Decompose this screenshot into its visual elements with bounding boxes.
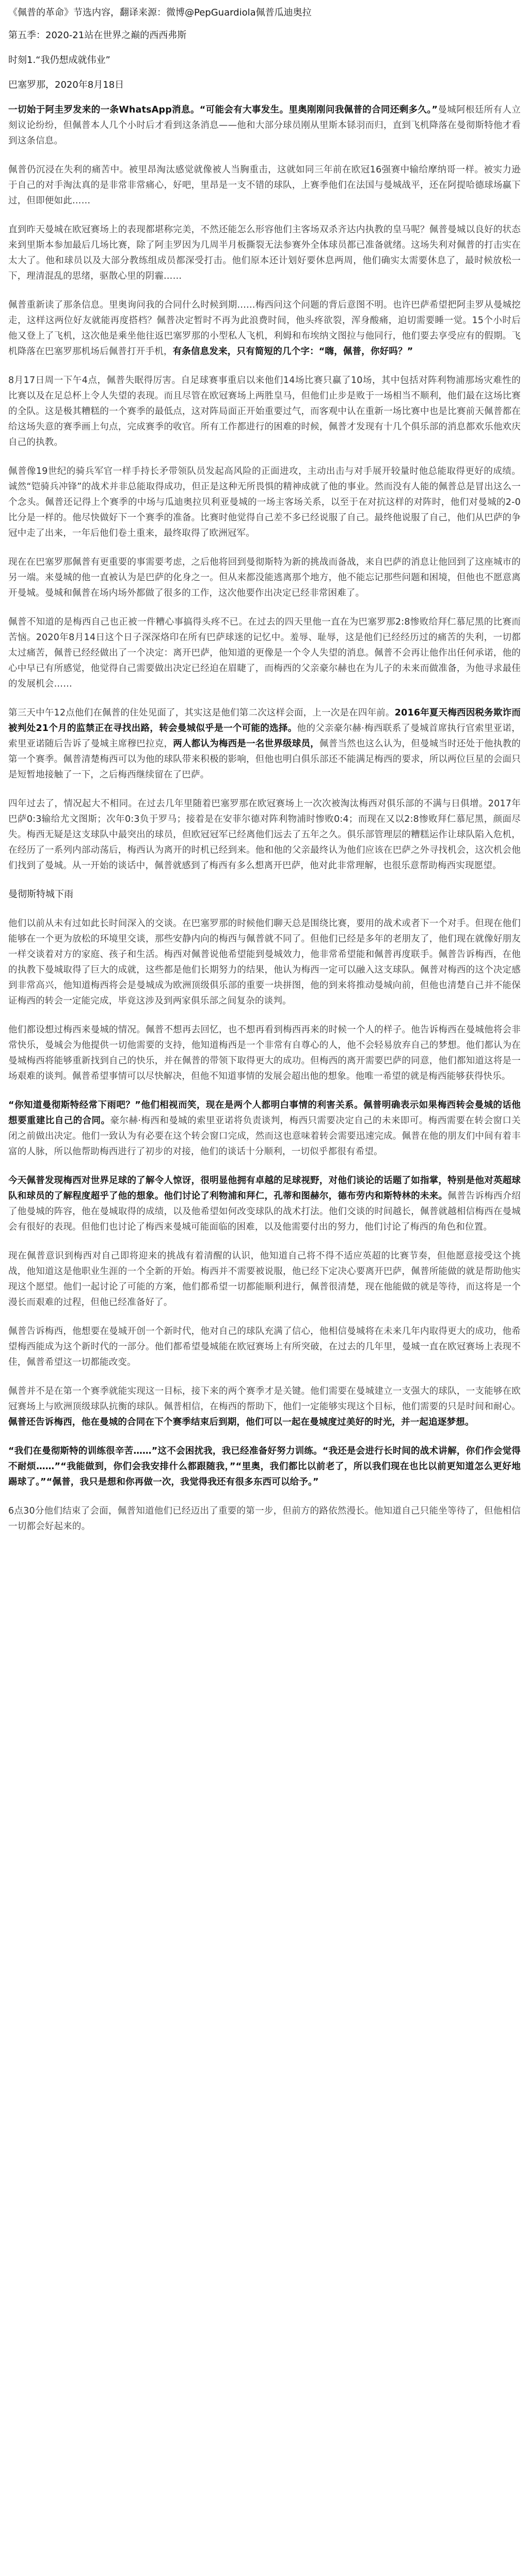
text-run: 现在佩普意识到梅西对自己即将迎来的挑战有着清醒的认识，他知道自己将不得不适应英超的比赛节奏，但他愿意接受这个挑战，他知道这是他职业生涯的一个全新的开始。梅西并不需要被说服，他已经下定决心要离开巴萨，佩普所能做的就是帮助他实现这个愿望。他们一起讨论了可能的方案，他们都希望一切都能顺利进行，佩普很清楚，现在他能做的就是等待，而这将是一个漫长而艰难的过程，但他已经准备好了。 <box>8 1251 521 1308</box>
bold-text-run: 今天佩普发现梅西对世界足球的了解令人惊讶，很明显他拥有卓越的足球视野，对他们谈论的话题了如指掌，特别是他对英超球队和球员的了解程度超乎了他的想象。他们讨论了利物浦和拜仁，孔蒂和图赫尔，德布劳内和斯特林的未来。 <box>8 1175 521 1201</box>
text-run: 佩普重新读了那条信息。里奥询问我的合同什么时候到期……梅西问这个问题的背后意图不明。也许巴萨希望把阿圭罗从曼城挖走，这样这两位好友就能再度搭档？佩普决定暂时不再为此浪费时间，他头疼欲裂，浑身酸痛，迫切需要睡一觉。15个小时后他又登上了飞机，这次他是乘坐他往返巴塞罗那的小型私人飞机，利姆和布埃纳文图拉与他同行，他们要去享受应有的假期。飞机降落在巴塞罗那机场后佩普打开手机， <box>8 300 521 357</box>
text-run: 8月17日周一下午4点，佩普失眠得厉害。自足球赛事重启以来他们14场比赛只赢了10场，其中包括对阵利物浦那场灾难性的比赛以及在足总杯上令人失望的表现。而且尽管在欧冠赛场上两胜皇马，但他们止步是败于一场相当不顺利，他们最在这场比赛的全队。这是极其糟糕的一个赛季的最低点，这对阵局面正开始重要过气，而客观中认在重新一场比赛中也是比赛前天佩普都在给这场失意的赛季画上句点，完成赛季的收官。所有工作都进行的困难的时候，佩普才发现有十几个俱乐部的消息都欢乐他欢庆自己的执教。 <box>8 375 521 448</box>
article-paragraph <box>8 373 521 450</box>
text-run: 佩普仍沉浸在失利的痛苦中。被里昂淘汰感觉就像被人当胸重击，这就如同三年前在欧冠16强赛中输给摩纳哥一样。被实力逊于自己的对手淘汰真的是非常非常痛心，好吧，里昂是一支不错的球队，上赛季他们在法国与曼城战平，还在阿提哈德球场赢下过，但即便如此…… <box>8 165 521 206</box>
bold-text-run: “你知道曼彻斯特经常下雨吧？”他们相视而笑，现在是两个人都明白事情的利害关系。佩普明确表示如果梅西转会曼城的话他想要重建比自己的合同。 <box>8 1100 521 1126</box>
bold-text-run: 佩普还告诉梅西，他在曼城的合同在下个赛季结束后到期，他们可以一起在曼城度过美好的时光，并一起追逐梦想。 <box>8 1417 474 1427</box>
article-paragraph <box>8 1173 521 1235</box>
bold-text-run: 2016年夏天梅西因税务欺诈而被判处21个月的监禁正在寻找出路，转会曼城似乎是一个可能的选择。 <box>8 708 521 734</box>
article-paragraph <box>8 464 521 541</box>
moment-title: 时刻1.“我仍想成就伟业” <box>8 55 110 66</box>
text-run: 佩普不知道的是梅西自己也正被一件糟心事搞得头疼不已。在过去的四天里他一直在为巴塞罗那2:8惨败给拜仁慕尼黑的比赛而苦恼。2020年8月14日这个日子深深烙印在所有巴萨球迷的记忆中。羞辱、耻辱，这是他们已经经历过的痛苦的失利，一切都太过痛苦，佩普已经经做出了一个决定：离开巴萨，他知道的更像是一个令人失望的消息。佩普不会再让他作出任何承诺，他的心中早已有所感觉，他觉得自己需要做出决定已经迫在眉睫了，而梅西的父亲豪尔赫也在为儿子的未来而做准备，为他寻求最佳的发展机会…… <box>8 617 521 689</box>
article-paragraph <box>8 796 521 873</box>
article-paragraph <box>8 1098 521 1159</box>
text-run: 曼城阿根廷所有人立刻议论纷纷，但佩普本人几个小时后才看到这条消息——他和大部分球员刚从里斯本铩羽而归，直到飞机降落在曼彻斯特他才看到这条信息。 <box>8 105 521 146</box>
text-run: 他们以前从未有过如此长时间深入的交谈。在巴塞罗那的时候他们聊天总是围绕比赛，要用的战术或者下一个对手。但现在他们能够在一个更为放松的环境里交谈，那些安静内向的梅西与佩普就不同了。但他们已经是多年的老朋友了，他们现在就像好朋友一样交谈着对方的家庭、孩子和生活。梅西对佩普说他希望能到曼城效力，他非常希望能和佩普再度联手。佩普告诉梅西，在他的执教下曼城取得了巨大的成就，这些都是他们长期努力的结果，他认为梅西一定可以融入这支球队。佩普对梅西的这个决定感到非常高兴，他知道梅西将会是曼城成为欧洲顶级俱乐部的重要一块拼图，他的到来将推动曼城向前，但他也清楚自己并不能保证梅西的转会一定能完成，毕竟这涉及到两家俱乐部之间复杂的谈判。 <box>8 918 521 1006</box>
article-paragraph <box>8 1443 521 1490</box>
source-header: 《佩普的革命》节选内容，翻译来源：微博@PepGuardiola佩普瓜迪奥拉 <box>8 7 312 18</box>
bold-text-run: 一切始于阿圭罗发来的一条WhatsApp消息。“可能会有大事发生。里奥刚刚问我佩普的合同还剩多久。” <box>8 105 438 115</box>
text-run: 佩普告诉梅西介绍了他曼城的阵容，他在曼城取得的成绩，以及他希望如何改变球队的战术打法。他们交谈的时间越长，佩普就越相信梅西在曼城会有很好的表现。但他们也讨论了梅西来曼城可能面临的困难，以及他需要付出的努力，他们讨论了梅西的角色和位置。 <box>8 1191 521 1232</box>
article-paragraph <box>8 554 521 601</box>
article-paragraph <box>8 1384 521 1430</box>
article-paragraph <box>8 1248 521 1310</box>
article-paragraph <box>8 1022 521 1084</box>
section-heading <box>8 887 521 902</box>
article-paragraph <box>8 705 521 783</box>
article-paragraph <box>8 1503 521 1534</box>
text-run: 他们都设想过梅西来曼城的情况。佩普不想再去回忆，也不想再看到梅西再来的时候一个人的样子。他告诉梅西在曼城他将会非常快乐，曼城会为他提供一切他需要的支持，他知道梅西是一个非常有自尊心的人，他不会轻易放弃自己的梦想。他们都认为在曼城梅西将能够重新找到自己的快乐，并在佩普的带领下取得更大的成功。但梅西的离开需要巴萨的同意，他们都知道这将是一场艰难的谈判。佩普希望事情可以尽快解决，但他不知道事情的发展会超出他的想象。他唯一希望的就是梅西能够获得快乐。 <box>8 1025 521 1082</box>
bold-text-run: 有条信息发来，只有简短的几个字：“嗨，佩普，你好吗？” <box>172 346 413 357</box>
article-paragraph <box>8 162 521 209</box>
text-run: 四年过去了，情况起大不相同。在过去几年里随着巴塞罗那在欧冠赛场上一次次被淘汰梅西对俱乐部的不满与日俱增。2017年巴萨0:3输给尤文图斯；次年0:3负于罗马；接着是在安菲尔德对阵利物浦时惨败0:4；而现在又以2:8惨败拜仁慕尼黑，颜面尽失。梅西无疑是这支球队中最突出的球员，但欧冠冠军已经离他们远去了五年之久。俱乐部管理层的糟糕运作让球队陷入危机，在经历了一系列内部动荡后，梅西认为离开的时机已经到来。他和他的父亲最终认为他们应该在巴萨之外寻找机会，这次机会他们找到了曼城。从一开始的谈话中，佩普就感到了梅西有多么想离开巴萨，他对此非常理解，也很乐意帮助梅西实现愿望。 <box>8 799 521 871</box>
article-paragraph <box>8 297 521 359</box>
chapter-title: 第五季：2020-21站在世界之巅的西西弗斯 <box>8 30 187 41</box>
article-paragraph <box>8 916 521 1009</box>
text-run: 他的父亲豪尔赫·梅西联系了曼城首席执行官索里亚诺，索里亚诺随后告诉了曼城主席穆巴拉克， <box>8 723 521 749</box>
text-run: 佩普当然也这么认为，但曼城当时还处于他执教的第一个赛季。佩普清楚梅西可以为他的球队带来积极的影响，但他也明白俱乐部还不能满足梅西的要求，所以两位巨星的会面只是短暂地接触了一下，之后梅西继续留在了巴萨。 <box>8 739 521 780</box>
article-body <box>8 102 521 1534</box>
text-run: 现在在巴塞罗那佩普有更重要的事需要考虑，之后他将回到曼彻斯特为新的挑战而备战，来自巴萨的消息让他回到了这座城市的另一端。来曼城的他一直被认为是巴萨的化身之一。但从来都没能逃离那个地方，他不能忘记那些问题和困境，但他也不愿意离开曼城。曼城和佩普在场内场外都做了很多的工作，这次他要作出决定已经非常困难了。 <box>8 557 521 598</box>
place-date: 巴塞罗那，2020年8月18日 <box>8 79 124 90</box>
text-run: 豪尔赫·梅西和曼城的索里亚诺将负责谈判，梅西只需要决定自己的未来即可。梅西需要在转会窗口关闭之前做出决定。他们一致认为有必要在这个转会窗口完成，然而这也意味着转会需要迅速完成。佩普在他的朋友们中间有着丰富的人脉，所以他帮助梅西进行了初步的对接，他们的谈话十分顺利，一切似乎都很有希望。 <box>8 1116 521 1157</box>
article-paragraph <box>8 1324 521 1370</box>
text-run: 6点30分他们结束了会面，佩普知道他们已经迈出了重要的第一步，但前方的路依然漫长。他知道自己只能坐等待了，但他相信一切都会好起来的。 <box>8 1506 521 1532</box>
text-run: 曼彻斯特城下雨 <box>8 889 73 900</box>
text-run: 佩普并不是在第一个赛季就能实现这一目标，接下来的两个赛季才是关键。他们需要在曼城建立一支强大的球队，一支能够在欧冠赛场上与欧洲顶级球队抗衡的球队。佩普相信，在梅西的帮助下，他们一定能够实现这个目标，他们需要的只是时间和耐心。 <box>8 1386 521 1412</box>
text-run: 直到昨天曼城在欧冠赛场上的表现都堪称完美，不然还能怎么形容他们主客场双杀齐达内执教的皇马呢？佩普曼城以良好的状态来到里斯本参加最后几场比赛，除了阿圭罗因为几周半月板撕裂无法参赛外全体球员都已准备就绪。这场失利对佩普的打击实在太大了。他和球员以及大部分教练组成员都深受打击。他们原本还计划好要休息两周，他们确实太需要休息了，最时候放松一下，理清混乱的思绪，驱散心里的阴霾…… <box>8 225 521 281</box>
text-run: 佩普像19世纪的骑兵军官一样手持长矛带领队员发起高风险的正面进攻，主动出击与对手展开较量时他总能取得更好的成绩。诚然“铠骑兵冲锋”的战术并非总能取得成功，但正是这种无所畏惧的精神成就了他的事业。然而没有人能的佩普总是冒出这么一个念头。佩普还记得上个赛季的中场与瓜迪奥拉贝利亚曼城的一场主客场关系，以至于在对抗这样的对阵时，他们对曼城的2-0比分是一样的。他尽快做好下一个赛季的准备。比赛时他觉得自己差不多已经说服了自己。最终他说服了自己，他们从巴萨的争冠中走了出来，一年后他们卷土重来，最终取得了欧洲冠军。 <box>8 466 521 538</box>
bold-text-run: 两人都认为梅西是一名世界级球员， <box>173 739 319 749</box>
bold-text-run: “我们在曼彻斯特的训练很辛苦……”这不会困扰我，我已经准备好努力训练。“我还是会进行长时间的战术讲解，你们作会觉得不耐烦……”“我能做到，你们会我安排什么都跟随我，”“里奥，我们都比以前老了，所以我们现在也比以前更知道怎么更好地踢球了。”“佩普，我只是想和你再做一次，我觉得我还有很多东西可以给予。” <box>8 1446 521 1487</box>
article-paragraph <box>8 614 521 692</box>
text-run: 第三天中午12点他们在佩普的住处见面了，其实这是他们第二次这样会面，上一次是在四年前。 <box>8 708 395 718</box>
article-paragraph <box>8 222 521 284</box>
text-run: 佩普告诉梅西，他想要在曼城开创一个新时代，他对自己的球队充满了信心，他相信曼城将在未来几年内取得更大的成功，他希望梅西能成为这个新时代的一部分。他们都希望曼城能在欧冠赛场上有所突破，在过去的几年里，曼城一直在欧冠赛场上表现不佳，佩普希望这一切都能改变。 <box>8 1326 521 1367</box>
article-paragraph <box>8 102 521 149</box>
